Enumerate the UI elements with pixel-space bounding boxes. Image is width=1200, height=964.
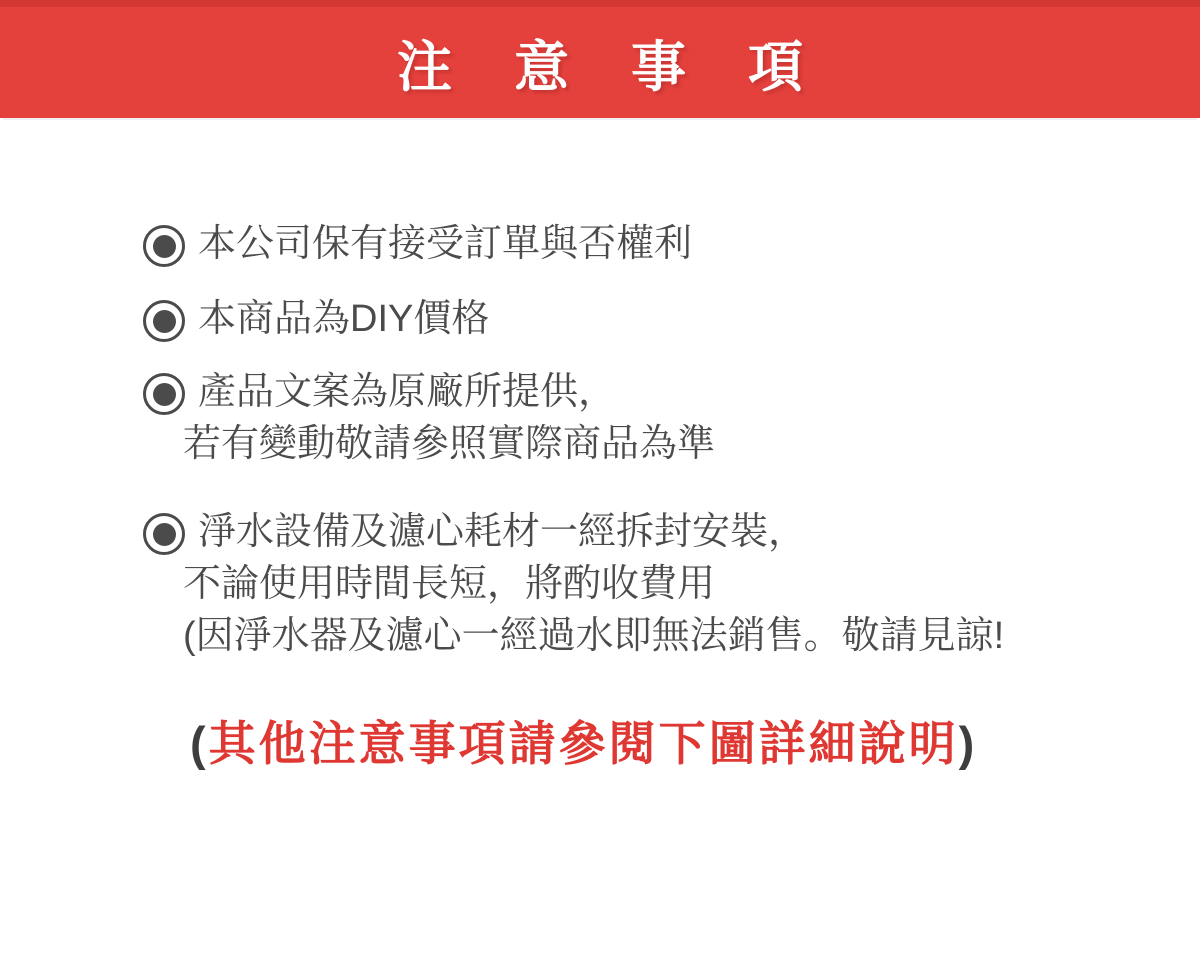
footnote <box>190 713 1200 775</box>
note-line: 本公司保有接受訂單與否權利 <box>198 223 693 265</box>
note-text <box>183 366 1200 470</box>
note-line: (因淨水器及濾心一經過水即無法銷售。敬請見諒! <box>183 615 1005 657</box>
note-item-diy-price <box>143 293 1200 345</box>
fisheye-bullet-icon <box>143 300 185 342</box>
note-line: 不論使用時間長短，將酌收費用 <box>183 563 716 605</box>
fisheye-dot <box>153 383 176 406</box>
note-text <box>183 506 1200 662</box>
page-title: 注意事項 <box>396 36 865 98</box>
notes-list <box>143 118 1200 775</box>
notice-banner <box>0 0 1200 118</box>
note-line: 淨水設備及濾心耗材一經拆封安裝， <box>198 511 807 553</box>
fisheye-dot <box>153 310 176 333</box>
note-text <box>183 218 1200 270</box>
note-item-product-copy <box>143 366 1200 470</box>
fisheye-bullet-icon <box>143 373 185 415</box>
note-text <box>183 293 1200 345</box>
footnote-open-paren: ( <box>190 717 209 770</box>
note-item-filter-policy <box>143 506 1200 662</box>
note-line: 產品文案為原廠所提供， <box>198 371 617 413</box>
footnote-close-paren: ) <box>958 717 978 770</box>
note-line: 本商品為DIY價格 <box>198 298 490 340</box>
fisheye-dot <box>153 235 176 258</box>
footnote-text: 其他注意事項請參閱下圖詳細說明 <box>208 717 959 770</box>
note-line: 若有變動敬請參照實際商品為準 <box>183 423 716 465</box>
fisheye-bullet-icon <box>143 225 185 267</box>
note-item-order-rights <box>143 218 1200 270</box>
fisheye-dot <box>153 523 176 546</box>
fisheye-bullet-icon <box>143 513 185 555</box>
